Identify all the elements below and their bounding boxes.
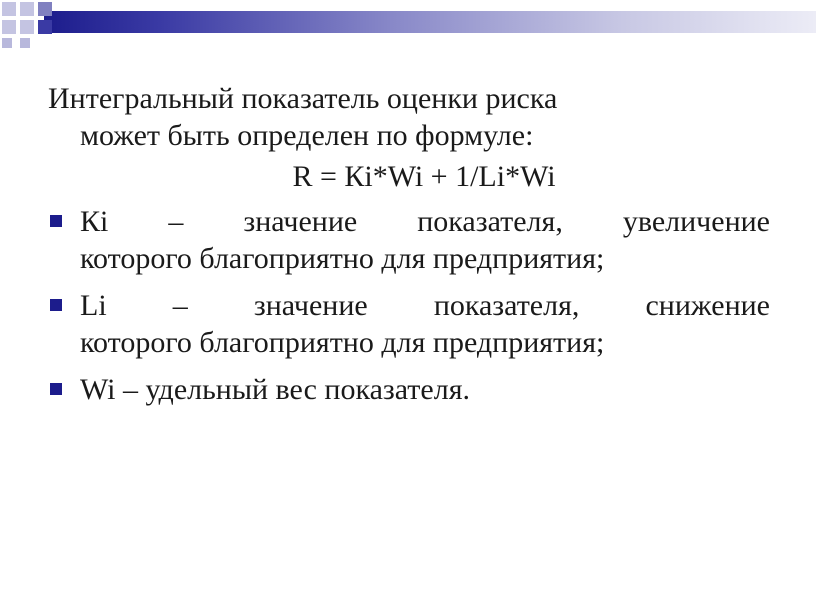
bullet-line-1: Wi – удельный вес показателя. [80, 373, 470, 406]
header-banner [0, 0, 816, 48]
decor-square [20, 38, 30, 48]
bullet-line-2: которого благоприятно для предприятия; [80, 326, 605, 359]
decor-square [38, 20, 52, 34]
slide-content [48, 80, 770, 418]
bullet-line-2: которого благоприятно для предприятия; [80, 242, 605, 275]
square-bullet-icon [50, 215, 62, 227]
decor-square [20, 2, 34, 16]
bullet-item-wi [48, 371, 770, 408]
header-gradient-bar [44, 11, 816, 33]
decor-square [20, 20, 34, 34]
bullet-item-ki [48, 203, 770, 277]
decor-square [2, 38, 12, 48]
square-bullet-icon [50, 299, 62, 311]
intro-line-1: Интегральный показатель оценки риска [48, 82, 558, 115]
intro-paragraph [48, 80, 770, 154]
decor-square [2, 20, 16, 34]
square-bullet-icon [50, 383, 62, 395]
risk-formula: R = Кi*Wi + 1/Li*Wi [292, 160, 556, 193]
bullet-item-li [48, 287, 770, 361]
intro-line-2: может быть определен по формуле: [80, 119, 534, 152]
decor-square [38, 2, 52, 16]
decor-square [2, 2, 16, 16]
bullet-list [48, 203, 770, 408]
bullet-line-1: Кi – значение показателя, увеличение [80, 205, 770, 238]
bullet-line-1: Li – значение показателя, снижение [80, 289, 770, 322]
